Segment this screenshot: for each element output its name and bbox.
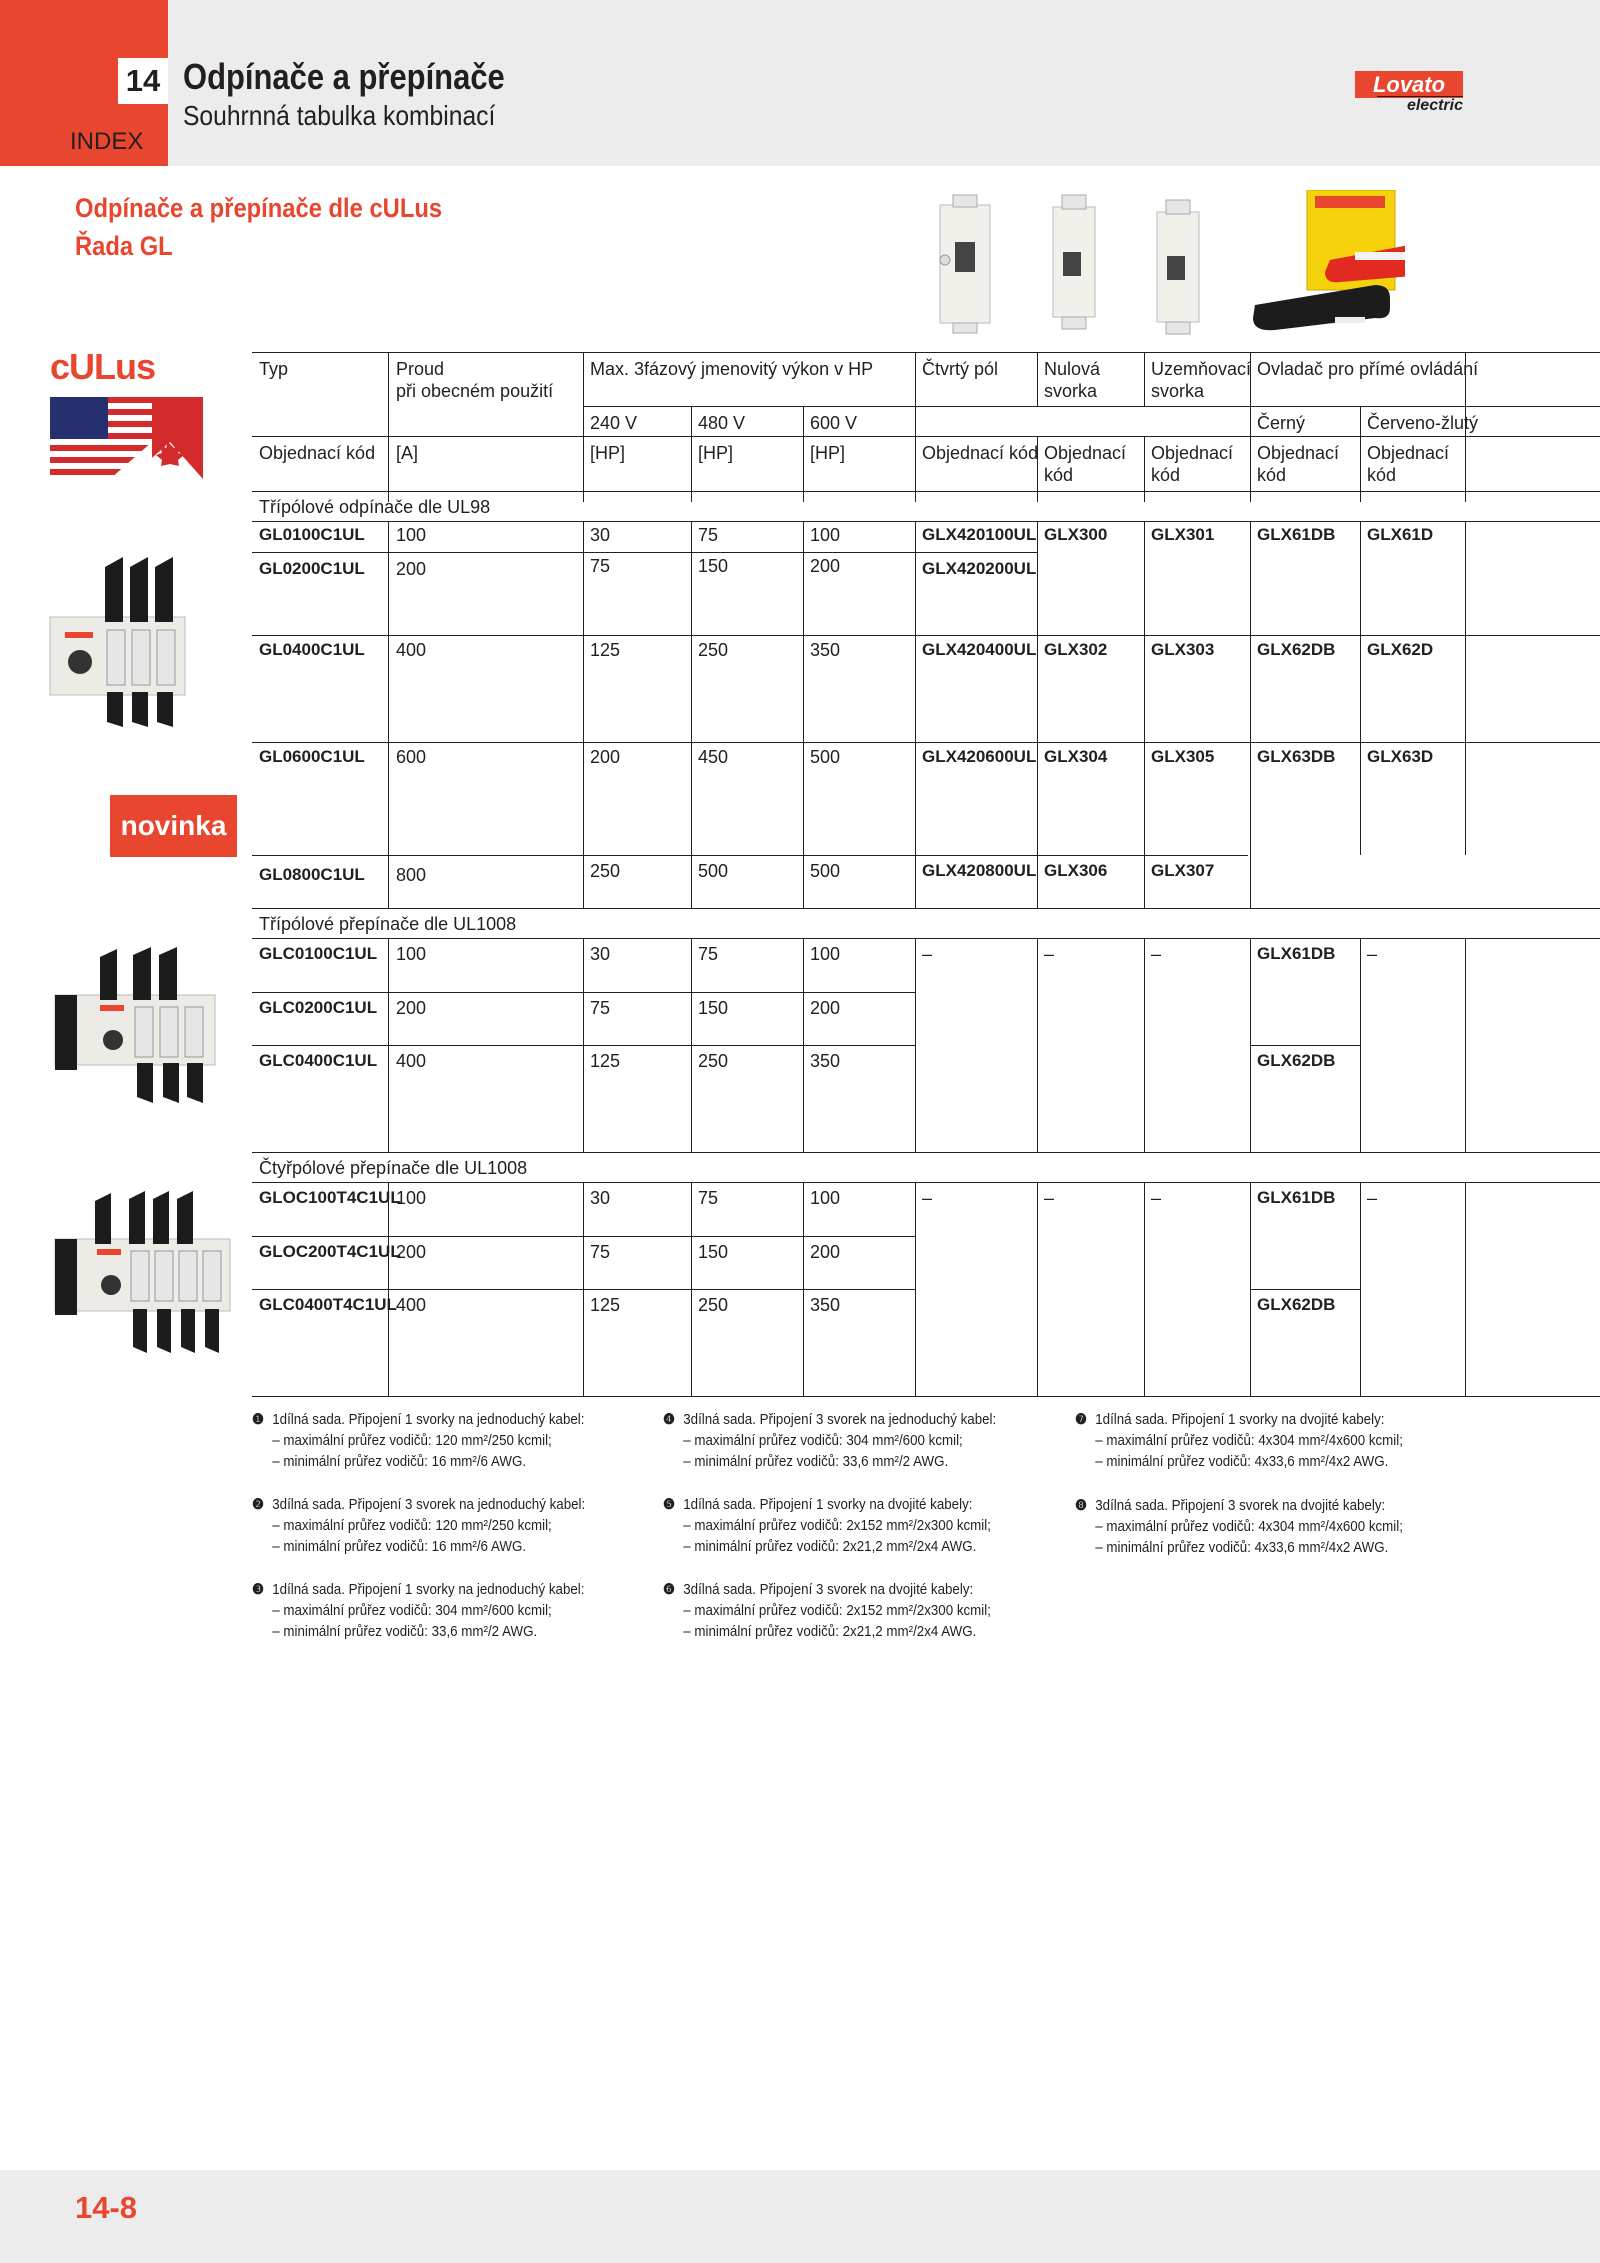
footnote xyxy=(663,1580,1022,1643)
header-nulova: Nulová xyxy=(1044,359,1101,379)
neutral-terminal-image xyxy=(1053,195,1095,329)
header-obj-kod-pol: Objednací kód xyxy=(922,443,1039,463)
page-subtitle: Souhrnná tabulka kombinací xyxy=(183,100,496,131)
footnote-line: – minimální průřez vodičů: 16 mm²/6 AWG. xyxy=(272,1454,527,1470)
changeover-4pole-image xyxy=(45,1187,235,1355)
row-proud: 400 xyxy=(396,1295,427,1315)
row-hp240: 125 xyxy=(590,640,621,660)
row-cerny: GLX61DB xyxy=(1257,1188,1336,1207)
row-hp480: 450 xyxy=(698,747,729,767)
row-proud: 100 xyxy=(396,1188,427,1208)
footnote-line: 3dílná sada. Připojení 3 svorek na jednoduchý kabel: xyxy=(683,1412,997,1428)
row-hp480: 150 xyxy=(698,556,729,576)
footnote-number: ❺ xyxy=(663,1497,675,1513)
footnote xyxy=(252,1580,611,1643)
index-link[interactable]: INDEX xyxy=(70,128,144,155)
page-number: 14-8 xyxy=(75,2190,138,2225)
row-proud: 800 xyxy=(396,865,427,885)
footnote-line: – minimální průřez vodičů: 4x33,6 mm²/4x2 AWG. xyxy=(1095,1540,1389,1556)
row-cerny: GLX61DB xyxy=(1257,944,1336,963)
row-hp240: 75 xyxy=(590,556,611,576)
row-typ: GLC0400T4C1UL xyxy=(259,1295,397,1314)
row-hp240: 200 xyxy=(590,747,621,767)
row-cerveny: GLX63D xyxy=(1367,747,1434,766)
row-nulova: GLX300 xyxy=(1044,525,1108,544)
row-hp240: 125 xyxy=(590,1051,621,1071)
page-title: Odpínače a přepínače xyxy=(183,56,505,97)
row-hp600: 100 xyxy=(810,525,841,545)
footnote-number: ❼ xyxy=(1075,1412,1087,1428)
row-typ: GLC0200C1UL xyxy=(259,998,378,1017)
footnote-line: 3dílná sada. Připojení 3 svorek na dvojité kabely: xyxy=(1095,1498,1386,1514)
footnote-line: – minimální průřez vodičů: 16 mm²/6 AWG. xyxy=(272,1539,527,1555)
header-cerveny: Červeno-žlutý xyxy=(1367,413,1479,433)
header-unit-hp: [HP] xyxy=(590,443,626,463)
row-proud: 200 xyxy=(396,1242,427,1262)
header-480v: 480 V xyxy=(698,413,746,433)
footnote-line: – minimální průřez vodičů: 33,6 mm²/2 AWG. xyxy=(272,1624,538,1640)
row-ctvrty-pol: GLX420200UL xyxy=(922,559,1037,578)
row-ctvrty-pol: GLX420400UL xyxy=(922,640,1037,659)
row-hp600: 350 xyxy=(810,1051,841,1071)
header-typ: Typ xyxy=(259,359,289,379)
footer-bar xyxy=(0,2170,1600,2263)
footnote-number: ❸ xyxy=(252,1582,264,1598)
row-ctvrty-pol: GLX420600UL xyxy=(922,747,1037,766)
footnote-line: – maximální průřez vodičů: 120 mm²/250 kcmil; xyxy=(272,1518,552,1534)
row-hp480: 250 xyxy=(698,1295,729,1315)
row-hp480: 500 xyxy=(698,861,729,881)
row-typ: GLC0400C1UL xyxy=(259,1051,378,1070)
row-hp600: 200 xyxy=(810,998,841,1018)
accessory-product-images xyxy=(935,190,1405,340)
brand-logo xyxy=(1355,71,1463,113)
row-proud: 600 xyxy=(396,747,427,767)
row-uzem: GLX307 xyxy=(1151,861,1215,880)
header-obj: Objednací xyxy=(1367,443,1450,463)
row-proud: 200 xyxy=(396,998,427,1018)
header-nulova-sub: svorka xyxy=(1044,381,1098,401)
row-hp600: 500 xyxy=(810,861,841,881)
footnote-line: – maximální průřez vodičů: 304 mm²/600 kcmil; xyxy=(683,1433,963,1449)
row-hp240: 30 xyxy=(590,1188,611,1208)
footnote xyxy=(663,1495,1022,1558)
header-vykon: Max. 3fázový jmenovitý výkon v HP xyxy=(590,359,874,379)
row-cerny: GLX63DB xyxy=(1257,747,1336,766)
logo-brand: Lovato xyxy=(1355,71,1463,98)
row-nulova: – xyxy=(1044,944,1055,964)
footnote xyxy=(1075,1410,1434,1473)
row-proud: 400 xyxy=(396,640,427,660)
header-unit-hp: [HP] xyxy=(810,443,846,463)
row-cerveny: – xyxy=(1367,944,1378,964)
row-cerveny: GLX61D xyxy=(1367,525,1434,544)
row-nulova: – xyxy=(1044,1188,1055,1208)
row-ctvrty-pol: GLX420100UL xyxy=(922,525,1037,544)
row-hp600: 350 xyxy=(810,640,841,660)
chapter-tab[interactable] xyxy=(0,0,168,166)
row-typ: GL0100C1UL xyxy=(259,525,365,544)
footnote-number: ❷ xyxy=(252,1497,264,1513)
culus-mark: cULus xyxy=(50,346,156,387)
footnote-line: 3dílná sada. Připojení 3 svorek na dvojité kabely: xyxy=(683,1582,974,1598)
footnote-line: – minimální průřez vodičů: 2x21,2 mm²/2x4 AWG. xyxy=(683,1624,977,1640)
row-hp480: 250 xyxy=(698,1051,729,1071)
header-600v: 600 V xyxy=(810,413,858,433)
row-nulova: GLX304 xyxy=(1044,747,1108,766)
row-typ: GL0200C1UL xyxy=(259,559,365,578)
row-hp240: 125 xyxy=(590,1295,621,1315)
header-obj: Objednací xyxy=(1257,443,1340,463)
footnote xyxy=(1075,1496,1434,1559)
footnote-line: – maximální průřez vodičů: 2x152 mm²/2x300 kcmil; xyxy=(683,1603,991,1619)
row-cerveny: GLX62D xyxy=(1367,640,1434,659)
footnote-line: 1dílná sada. Připojení 1 svorky na jednoduchý kabel: xyxy=(272,1582,585,1598)
row-proud: 200 xyxy=(396,559,427,579)
disconnector-ul98-image xyxy=(45,552,195,727)
header-unit-a: [A] xyxy=(396,443,419,463)
footnote xyxy=(252,1410,611,1473)
row-uzem: GLX305 xyxy=(1151,747,1215,766)
chapter-number: 14 xyxy=(118,58,168,104)
row-ctvrty-pol: – xyxy=(922,944,933,964)
group-title: Čtyřpólové přepínače dle UL1008 xyxy=(259,1158,528,1178)
header-kod: kód xyxy=(1044,465,1074,485)
section-subheading: Řada GL xyxy=(75,231,173,261)
footnote-number: ❶ xyxy=(252,1412,264,1428)
row-typ: GL0400C1UL xyxy=(259,640,365,659)
row-hp480: 75 xyxy=(698,944,719,964)
row-hp480: 150 xyxy=(698,1242,729,1262)
row-hp480: 250 xyxy=(698,640,729,660)
row-uzem: GLX301 xyxy=(1151,525,1215,544)
footnote-line: – maximální průřez vodičů: 120 mm²/250 kcmil; xyxy=(272,1433,552,1449)
row-proud: 100 xyxy=(396,944,427,964)
row-hp600: 100 xyxy=(810,1188,841,1208)
row-cerveny: – xyxy=(1367,1188,1378,1208)
row-hp240: 30 xyxy=(590,525,611,545)
row-typ: GLC0100C1UL xyxy=(259,944,378,963)
row-hp240: 250 xyxy=(590,861,621,881)
row-hp240: 30 xyxy=(590,944,611,964)
row-hp600: 200 xyxy=(810,556,841,576)
header-240v: 240 V xyxy=(590,413,638,433)
section-heading: Odpínače a přepínače dle cULus xyxy=(75,193,443,223)
row-hp480: 150 xyxy=(698,998,729,1018)
us-canada-flag-icon xyxy=(50,397,203,479)
row-proud: 400 xyxy=(396,1051,427,1071)
changeover-3pole-image xyxy=(45,945,225,1105)
direct-handle-image xyxy=(1253,190,1405,330)
header-ctvrty-pol: Čtvrtý pól xyxy=(922,359,999,379)
row-nulova: GLX302 xyxy=(1044,640,1108,659)
group-title: Třípólové odpínače dle UL98 xyxy=(259,497,491,517)
header-ovladac: Ovladač pro přímé ovládání xyxy=(1257,359,1479,379)
footnote-number: ❽ xyxy=(1075,1498,1087,1514)
footnote-number: ❻ xyxy=(663,1582,675,1598)
row-uzem: GLX303 xyxy=(1151,640,1215,659)
row-hp600: 100 xyxy=(810,944,841,964)
footnote xyxy=(252,1495,611,1558)
row-hp600: 200 xyxy=(810,1242,841,1262)
header-obj-kod: Objednací kód xyxy=(259,443,376,463)
row-ctvrty-pol: – xyxy=(922,1188,933,1208)
header-uzem-sub: svorka xyxy=(1151,381,1205,401)
row-cerny: GLX61DB xyxy=(1257,525,1336,544)
row-hp600: 350 xyxy=(810,1295,841,1315)
row-hp480: 75 xyxy=(698,1188,719,1208)
footnote-line: – maximální průřez vodičů: 2x152 mm²/2x300 kcmil; xyxy=(683,1518,991,1534)
row-typ: GLOC100T4C1UL xyxy=(259,1188,401,1207)
footnote-line: – maximální průřez vodičů: 4x304 mm²/4x600 kcmil; xyxy=(1095,1519,1403,1535)
footnote-number: ❹ xyxy=(663,1412,675,1428)
header-unit-hp: [HP] xyxy=(698,443,734,463)
fourth-pole-image xyxy=(940,195,990,333)
row-uzem: – xyxy=(1151,1188,1162,1208)
row-cerny: GLX62DB xyxy=(1257,640,1336,659)
header-kod: kód xyxy=(1257,465,1287,485)
row-typ: GLOC200T4C1UL xyxy=(259,1242,401,1261)
footnote-line: – minimální průřez vodičů: 2x21,2 mm²/2x4 AWG. xyxy=(683,1539,977,1555)
row-hp240: 75 xyxy=(590,1242,611,1262)
footnote-line: 1dílná sada. Připojení 1 svorky na dvojité kabely: xyxy=(1095,1412,1385,1428)
header-obj: Objednací xyxy=(1151,443,1234,463)
footnote-line: 3dílná sada. Připojení 3 svorek na jednoduchý kabel: xyxy=(272,1497,586,1513)
row-typ: GL0600C1UL xyxy=(259,747,365,766)
footnote-line: 1dílná sada. Připojení 1 svorky na dvojité kabely: xyxy=(683,1497,973,1513)
row-cerny: GLX62DB xyxy=(1257,1295,1336,1314)
row-hp600: 500 xyxy=(810,747,841,767)
logo-sub: electric xyxy=(1377,96,1463,115)
earth-terminal-image xyxy=(1157,200,1199,334)
footnote-line: – minimální průřez vodičů: 33,6 mm²/2 AWG. xyxy=(683,1454,949,1470)
footnote xyxy=(663,1410,1022,1473)
row-ctvrty-pol: GLX420800UL xyxy=(922,861,1037,880)
row-cerny: GLX62DB xyxy=(1257,1051,1336,1070)
row-hp480: 75 xyxy=(698,525,719,545)
row-nulova: GLX306 xyxy=(1044,861,1108,880)
footnote-line: – maximální průřez vodičů: 4x304 mm²/4x600 kcmil; xyxy=(1095,1433,1403,1449)
header-obj: Objednací xyxy=(1044,443,1127,463)
footnote-line: – minimální průřez vodičů: 4x33,6 mm²/4x2 AWG. xyxy=(1095,1454,1389,1470)
row-hp240: 75 xyxy=(590,998,611,1018)
row-proud: 100 xyxy=(396,525,427,545)
group-title: Třípólové přepínače dle UL1008 xyxy=(259,914,517,934)
header-cerny: Černý xyxy=(1257,413,1306,433)
row-typ: GL0800C1UL xyxy=(259,865,365,884)
header-kod: kód xyxy=(1367,465,1397,485)
footnote-line: 1dílná sada. Připojení 1 svorky na jednoduchý kabel: xyxy=(272,1412,585,1428)
new-badge: novinka xyxy=(110,795,237,857)
header-uzem: Uzemňovací xyxy=(1151,359,1252,379)
header-proud: Proud xyxy=(396,359,445,379)
row-uzem: – xyxy=(1151,944,1162,964)
header-proud-sub: při obecném použití xyxy=(396,381,554,401)
footnote-line: – maximální průřez vodičů: 304 mm²/600 kcmil; xyxy=(272,1603,552,1619)
header-kod: kód xyxy=(1151,465,1181,485)
